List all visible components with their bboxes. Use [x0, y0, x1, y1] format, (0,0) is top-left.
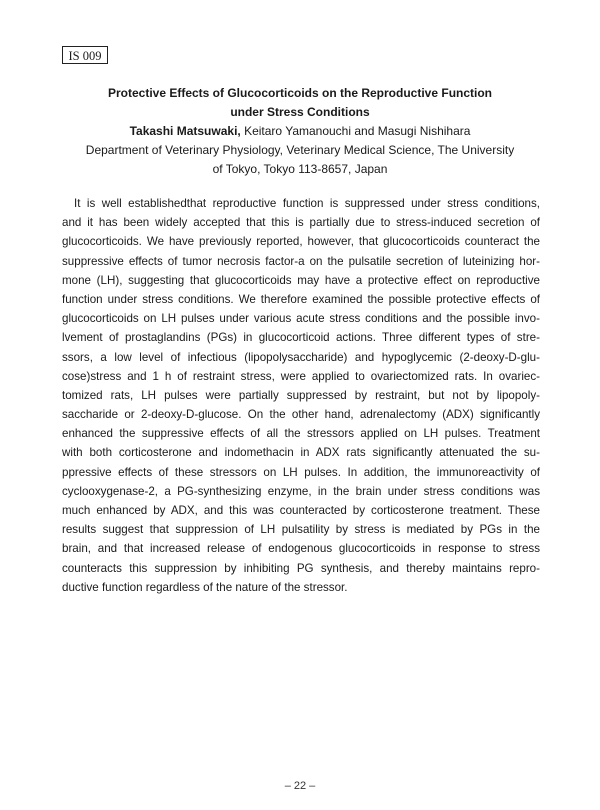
abstract-line: glucocorticoids. We have previously reported, however, that glucocorticoids counteract the: [62, 235, 540, 249]
abstract-line: with both corticosterone and indomethacin in ADX rats significantly attenuated the su-: [62, 446, 540, 460]
abstract-line: much enhanced by ADX, and this was counteracted by corticosterone treatment. These: [62, 504, 540, 517]
abstract-line: tomized rats, LH pulses were partially suppressed by restraint, but not by lipopoly-: [62, 388, 540, 402]
abstract-line: glucocorticoids on LH pulses under various acute stress conditions and the possible invo-: [62, 312, 540, 326]
abstract-line: brain, and that increased release of endogenous glucocorticoids in response to stress: [62, 542, 540, 556]
author-line: [60, 122, 540, 141]
abstract-line: ppressive effects of these stressors on LH pulses. In addition, the immunoreactivity of: [62, 465, 540, 479]
page-number: – 22 –: [284, 780, 316, 792]
abstract-line: counteracts this suppression by inhibiting PG synthesis, and thereby maintains repro-: [62, 561, 540, 575]
affiliation-line: Department of Veterinary Physiology, Veterinary Medical Science, The University: [85, 143, 515, 157]
abstract-line: cose)stress and 1 h of restraint stress, were applied to ovariectomized rats. In ovariec-: [62, 369, 540, 383]
affiliation-line: of Tokyo, Tokyo 113-8657, Japan: [212, 162, 388, 176]
abstract-line: It is well establishedthat reproductive function is suppressed under stress conditions,: [74, 197, 540, 210]
abstract-line: lvement of prostaglandins (PGs) in glucocorticoid actions. Three different types of stre-: [62, 331, 540, 345]
abstract-line: enhanced the suppressive effects of all the stressors applied on LH pulses. Treatment: [62, 427, 540, 441]
abstract-line: and it has been widely accepted that this is partially due to stress-induced secretion of: [62, 216, 540, 230]
lead-author: Takashi Matsuwaki,: [129, 124, 241, 138]
abstract-line: suppressive effects of tumor necrosis factor-a on the pulsatile secretion of luteinizing hor-: [62, 254, 540, 268]
abstract-line: ssors, a low level of infectious (lipopolysaccharide) and hypoglycemic (2-deoxy-D-glu-: [62, 350, 540, 364]
abstract-id-box: IS 009: [62, 46, 108, 64]
abstract-line: cyclooxygenase-2, a PG-synthesizing enzyme, in the brain under stress conditions was: [62, 484, 540, 498]
co-authors: Keitaro Yamanouchi and Masugi Nishihara: [240, 124, 471, 138]
abstract-line: ductive function regardless of the nature of the stressor.: [62, 580, 348, 594]
abstract-body: [62, 194, 540, 597]
paper-title-line: under Stress Conditions: [230, 105, 370, 119]
abstract-line: results suggest that suppression of LH pulsatility by stress is mediated by PGs in the: [62, 523, 540, 537]
abstract-line: function under stress conditions. We therefore examined the possible protective effects of: [62, 292, 540, 306]
paper-title-line: Protective Effects of Glucocorticoids on the Reproductive Function: [107, 86, 493, 100]
abstract-line: saccharide or 2-deoxy-D-glucose. On the other hand, adrenalectomy (ADX) significantly: [62, 408, 540, 422]
abstract-line: mone (LH), suggesting that glucocorticoids may have a protective effect on reproductive: [62, 273, 540, 287]
paper-header: [60, 84, 540, 179]
